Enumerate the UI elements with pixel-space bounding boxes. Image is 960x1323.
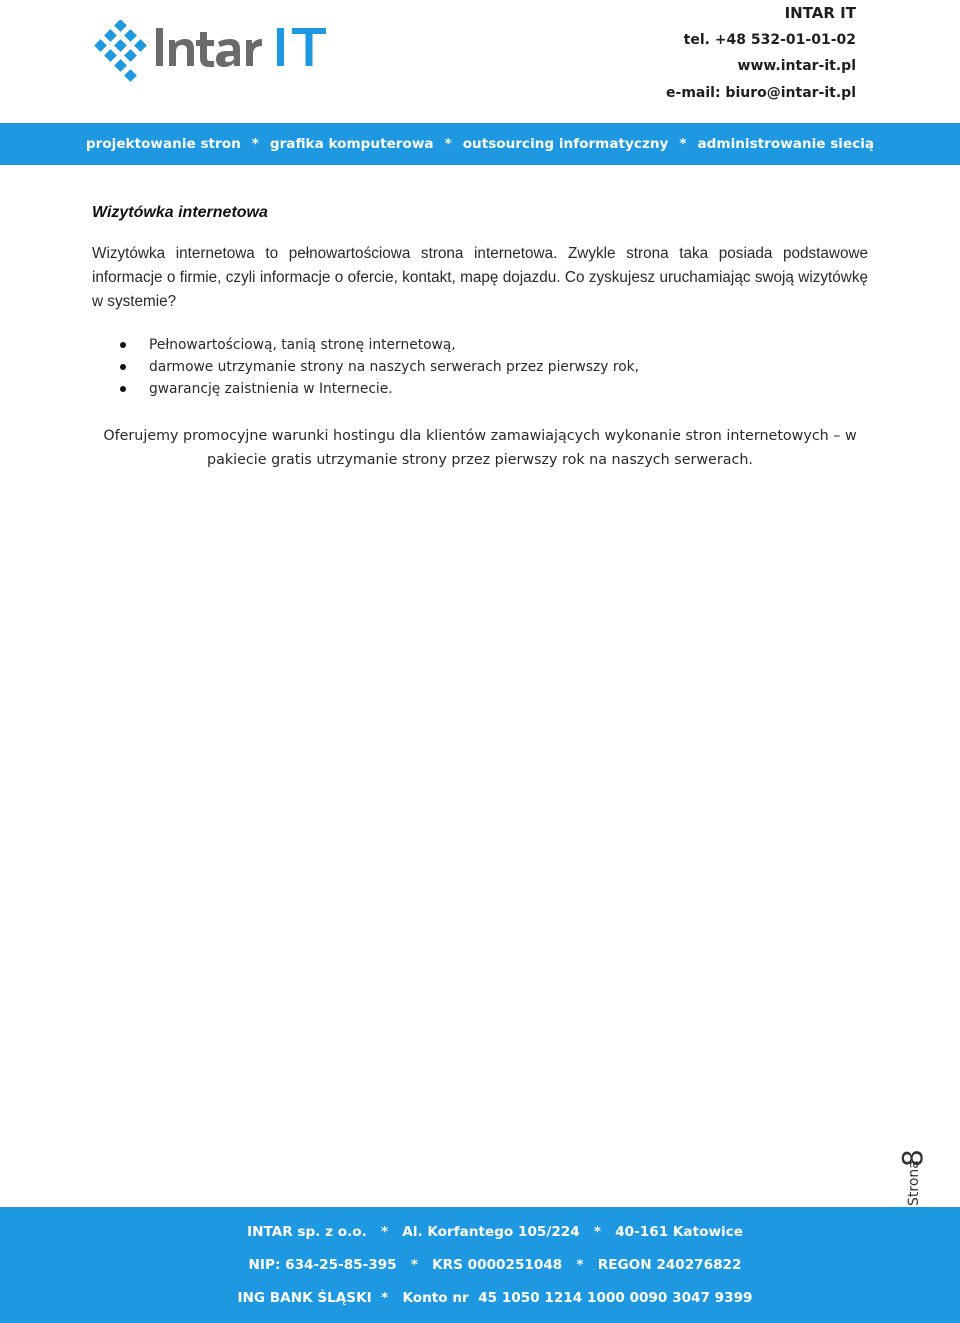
contact-block — [666, 0, 856, 106]
list-item-text: gwarancję zaistnienia w Internecie. — [149, 381, 393, 397]
page-label: Strona — [906, 1160, 922, 1206]
intar-it-logo — [90, 20, 340, 84]
page-number — [896, 1138, 929, 1206]
services-band — [0, 123, 960, 165]
bullet-icon — [120, 364, 126, 370]
list-item — [0, 356, 639, 378]
separator: * — [251, 136, 259, 152]
bullet-icon — [120, 342, 126, 348]
footer-band — [0, 1207, 960, 1323]
page-number-value: 8 — [896, 1149, 929, 1167]
intro-paragraph: Wizytówka internetowa to pełnowartościowa strona internetowa. Zwykle strona taka posiada podstawowe informacje o firmie, czyli informacje o ofercie, kontakt, mapę dojazdu. Co zyskujesz uruchamiając swoją wizytówkę w systemie? — [92, 245, 868, 310]
separator: * — [444, 136, 452, 152]
footer-bank-account: ING BANK ŚLĄSKI * Konto nr 45 1050 1214 1000 0090 3047 9399 — [237, 1290, 753, 1306]
section-heading: Wizytówka internetowa — [92, 204, 268, 221]
company-name: INTAR IT — [784, 4, 856, 22]
list-item-text: darmowe utrzymanie strony na naszych serwerach przez pierwszy rok, — [149, 359, 640, 375]
service-item: administrowanie siecią — [697, 136, 875, 152]
logo-wordmark — [156, 28, 326, 67]
service-item: outsourcing informatyczny — [462, 136, 669, 152]
service-item: grafika komputerowa — [269, 136, 434, 152]
footer-registration: NIP: 634-25-85-395 * KRS 0000251048 * REGON 240276822 — [248, 1257, 742, 1273]
footer-address: INTAR sp. z o.o. * Al. Korfantego 105/224 * 40-161 Katowice — [247, 1224, 743, 1240]
email-link[interactable]: e-mail: biuro@intar-it.pl — [666, 84, 856, 101]
list-item — [0, 334, 639, 356]
list-item — [0, 378, 639, 400]
offer-paragraph: Oferujemy promocyjne warunki hostingu dla klientów zamawiających wykonanie stron internetowych – w pakiecie gratis utrzymanie strony przez pierwszy rok na naszych serwerach. — [103, 428, 857, 468]
benefits-list — [0, 334, 639, 400]
logo-diamond-icon — [94, 20, 147, 82]
separator: * — [679, 136, 687, 152]
bullet-icon — [120, 386, 126, 392]
service-item: projektowanie stron — [85, 136, 241, 152]
website-link[interactable]: www.intar-it.pl — [737, 58, 856, 74]
phone-number: tel. +48 532-01-01-02 — [683, 31, 856, 48]
list-item-text: Pełnowartościową, tanią stronę internetową, — [149, 337, 456, 353]
